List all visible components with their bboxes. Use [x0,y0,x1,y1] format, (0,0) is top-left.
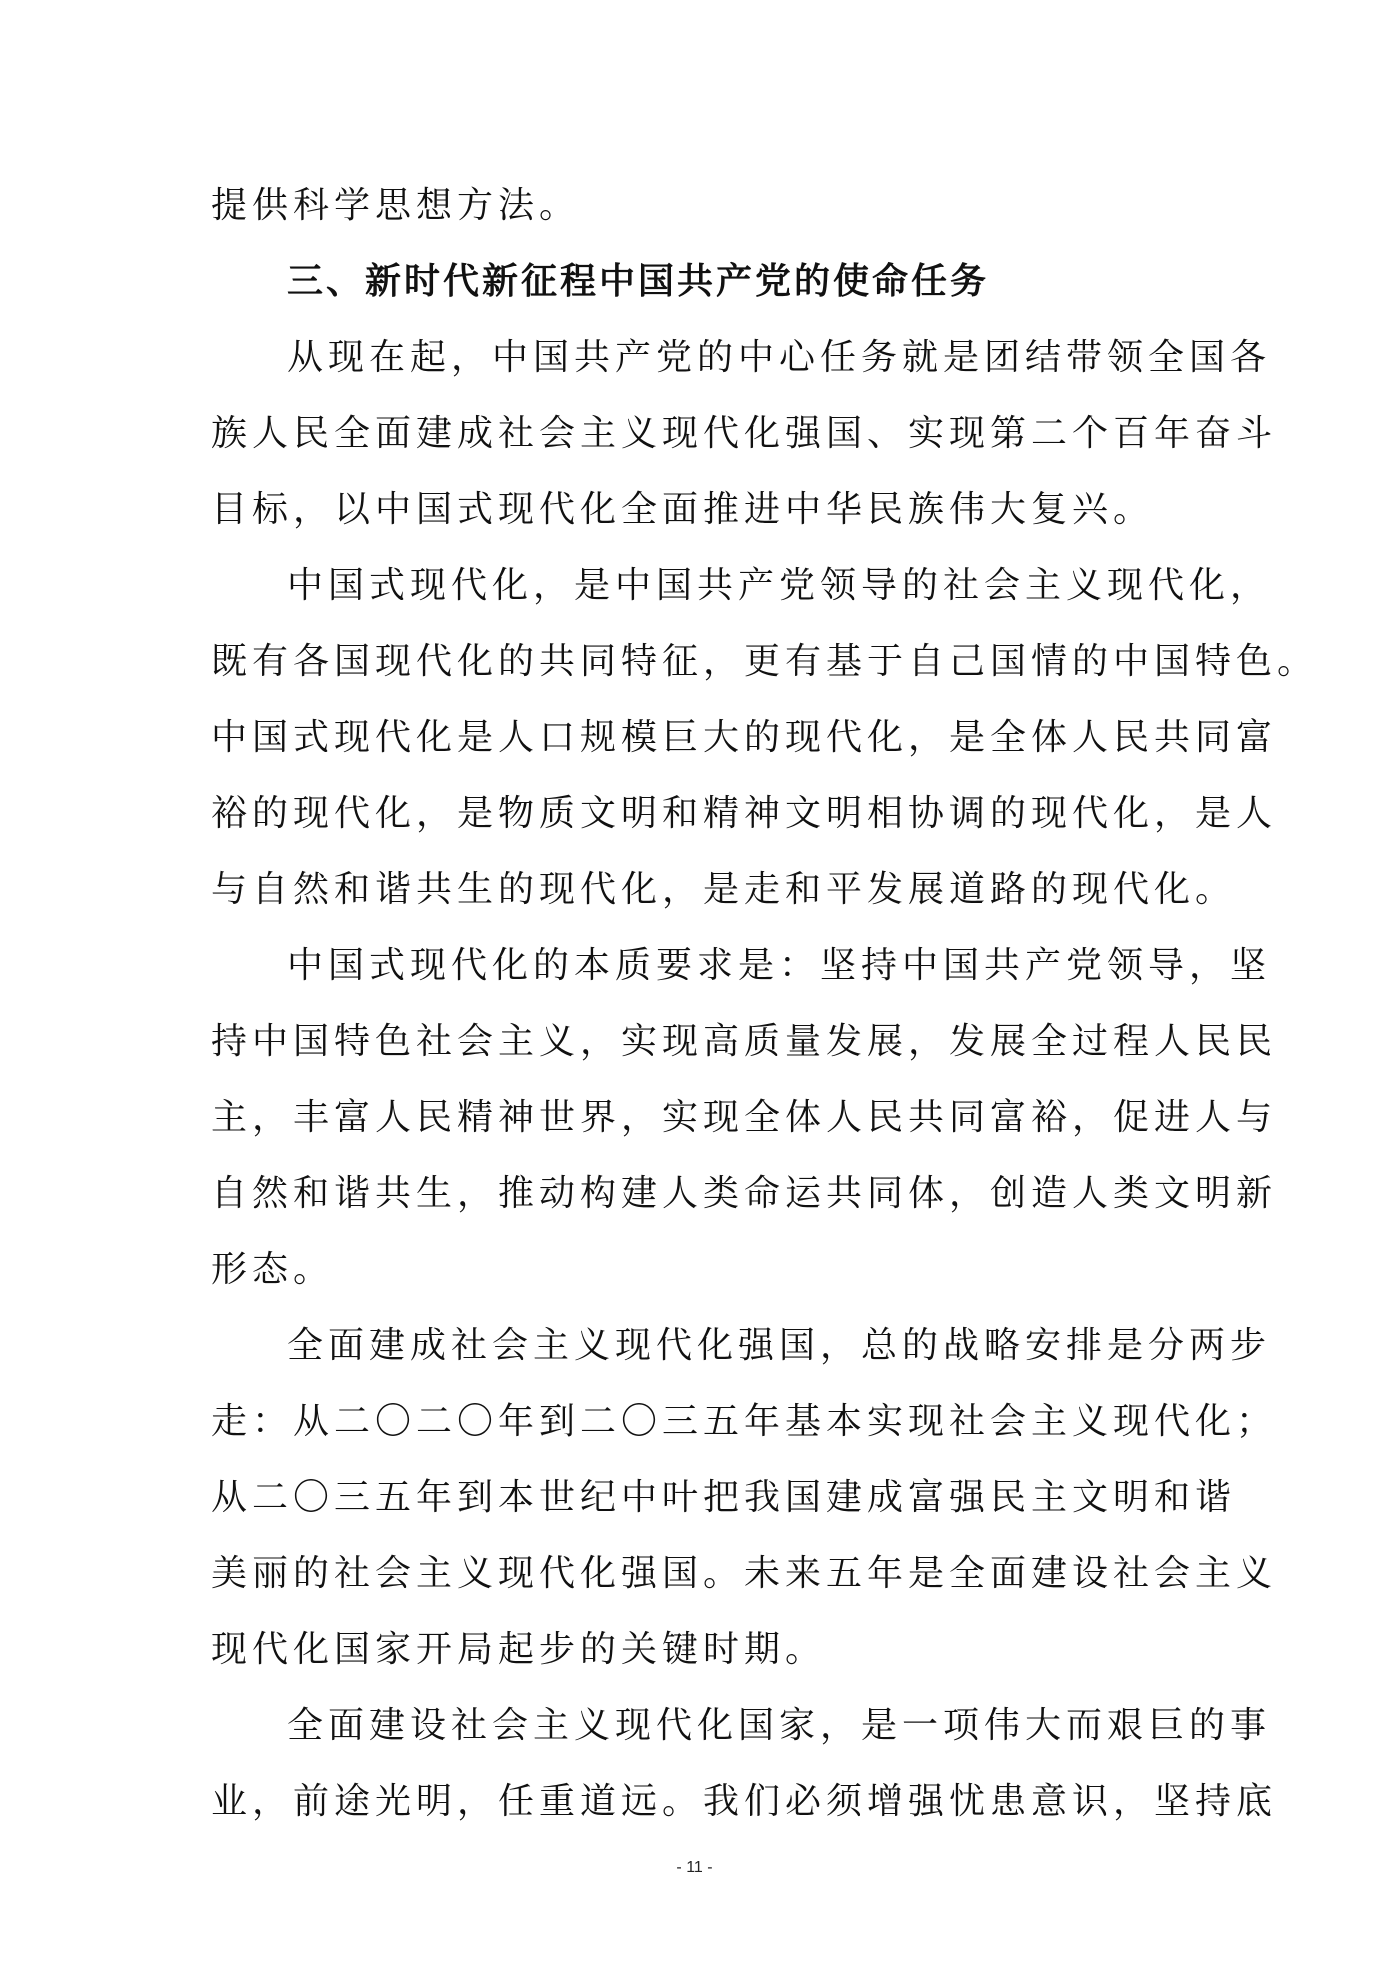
text-line: 走：从二〇二〇年到二〇三五年基本实现社会主义现代化； [211,1401,1278,1442]
page-number: - 11 - [676,1859,713,1876]
text-line: 中国式现代化，是中国共产党领导的社会主义现代化， [287,565,1272,606]
text-line: 形态。 [211,1249,335,1290]
text-line: 目标，以中国式现代化全面推进中华民族伟大复兴。 [211,489,1155,530]
text-line: 主，丰富人民精神世界，实现全体人民共同富裕，促进人与 [211,1097,1278,1138]
text-line: 既有各国现代化的共同特征，更有基于自己国情的中国特色。 [211,641,1319,682]
text-line: 中国式现代化的本质要求是：坚持中国共产党领导，坚 [287,945,1272,986]
text-line: 全面建设社会主义现代化国家，是一项伟大而艰巨的事 [287,1705,1272,1746]
section-heading: 三、新时代新征程中国共产党的使命任务 [287,261,990,302]
text-line: 与自然和谐共生的现代化，是走和平发展道路的现代化。 [211,869,1237,910]
text-line: 从二〇三五年到本世纪中叶把我国建成富强民主文明和谐 [211,1477,1237,1518]
text-line: 族人民全面建成社会主义现代化强国、实现第二个百年奋斗 [211,413,1278,454]
text-line: 持中国特色社会主义，实现高质量发展，发展全过程人民民 [211,1021,1278,1062]
text-line: 中国式现代化是人口规模巨大的现代化，是全体人民共同富 [211,717,1278,758]
text-line: 自然和谐共生，推动构建人类命运共同体，创造人类文明新 [211,1173,1278,1214]
document-body [211,168,1319,1840]
text-line: 现代化国家开局起步的关键时期。 [211,1629,827,1670]
text-line: 裕的现代化，是物质文明和精神文明相协调的现代化，是人 [211,793,1278,834]
text-line: 提供科学思想方法。 [211,185,581,226]
text-line: 美丽的社会主义现代化强国。未来五年是全面建设社会主义 [211,1553,1278,1594]
text-line: 业，前途光明，任重道远。我们必须增强忧患意识，坚持底 [211,1781,1278,1822]
text-line: 全面建成社会主义现代化强国，总的战略安排是分两步 [287,1325,1272,1366]
text-line: 从现在起，中国共产党的中心任务就是团结带领全国各 [287,337,1272,378]
